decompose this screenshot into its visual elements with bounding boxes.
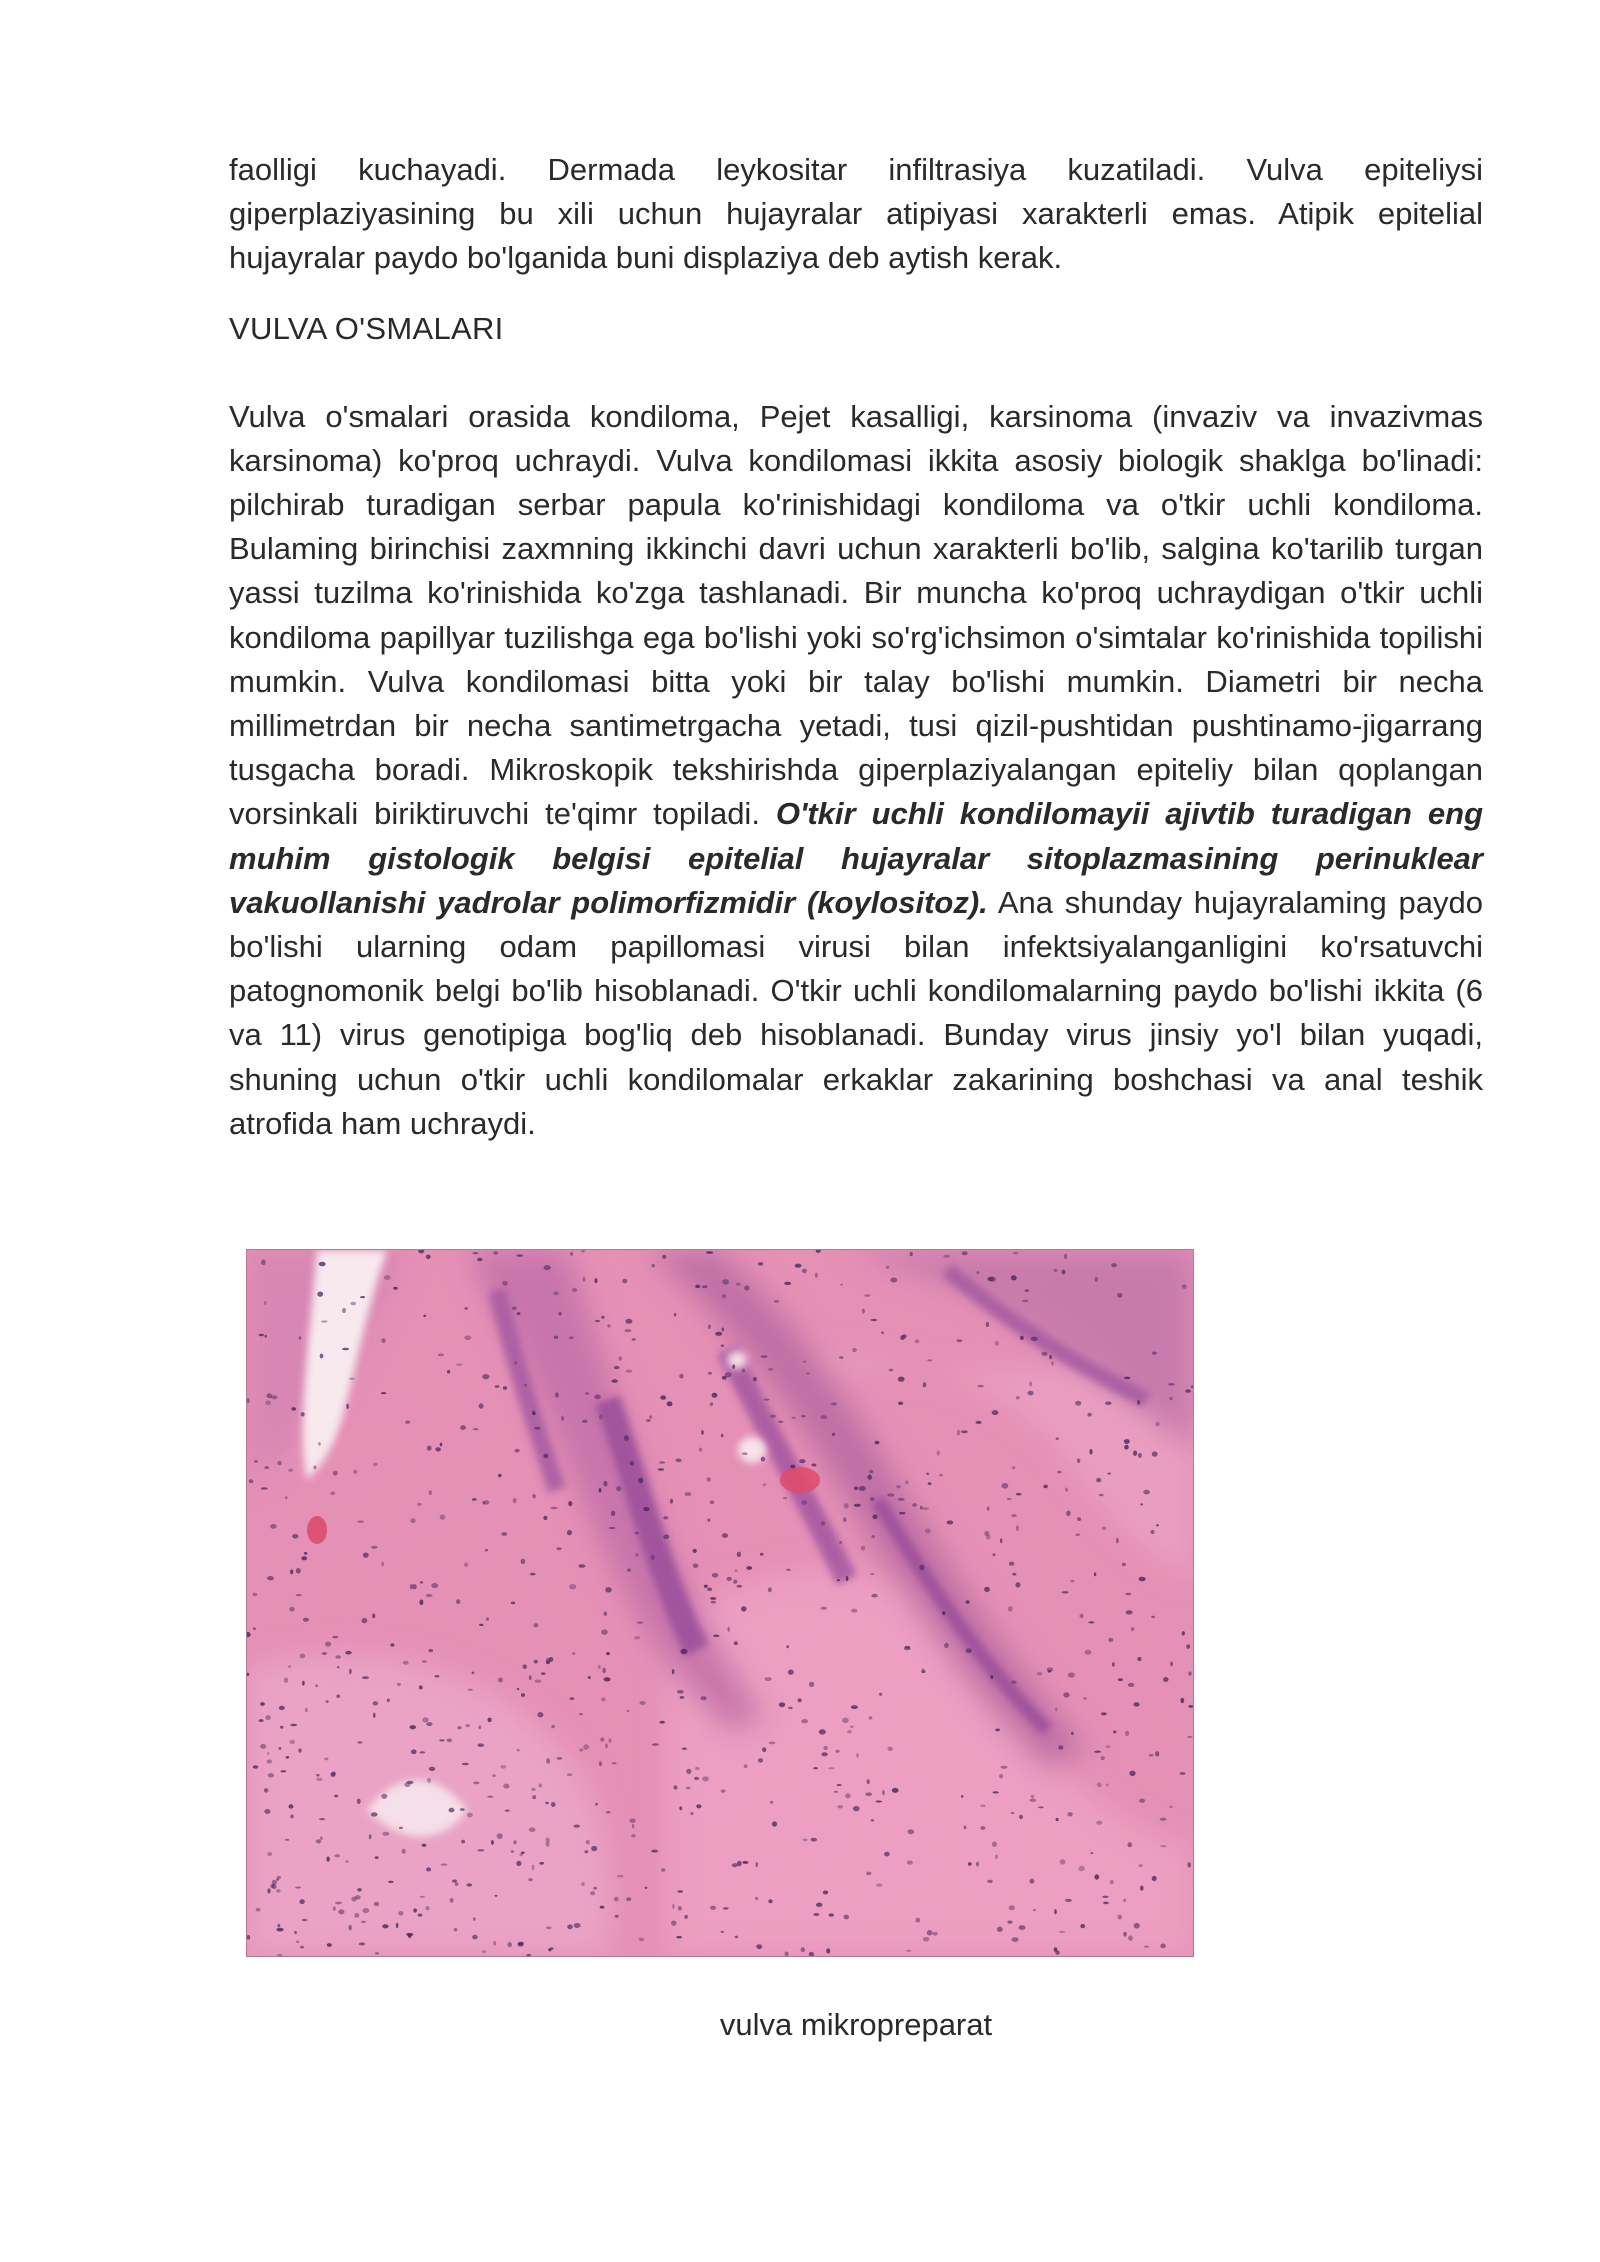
figure-caption: vulva mikropreparat — [719, 2007, 993, 2042]
paragraph-main — [229, 395, 1483, 1146]
paragraph-main-text-after: Ana shunday hujayralaming paydo bo'lishi ularning odam papillomasi virusi bilan infektsiyalanganligini ko'rsatuvchi patognomonik belgi bo'lib hisoblanadi. O'tkir uchli kondilomalarning paydo bo'lishi ikkita (6 va 11) virus genotipiga bog'liq deb hisoblanadi. Bunday virus jinsiy yo'l bilan yuqadi, shuning uchun o'tkir uchli kondilomalar erkaklar zakarining boshchasi va anal teshik atrofida ham uchraydi. — [229, 884, 1483, 1141]
paragraph-main-text-before: Vulva o'smalari orasida kondiloma, Pejet kasalligi, karsinoma (invaziv va invazivmas karsinoma) ko'proq uchraydi. Vulva kondilomasi ikkita asosiy biologik shaklga bo'linadi: pilchirab turadigan serbar papula ko'rinishidagi kondiloma va o'tkir uchli kondiloma. Bulaming birinchisi zaxmning ikkinchi davri uchun xarakterli bo'lib, salgina ko'tarilib turgan yassi tuzilma ko'rinishida ko'zga tashlanadi. Bir muncha ko'proq uchraydigan o'tkir uchli kondiloma papillyar tuzilishga ega bo'lishi yoki so'rg'ichsimon o'simtalar ko'rinishida topilishi mumkin. Vulva kondilomasi bitta yoki bir talay bo'lishi mumkin. Diametri bir necha millimetrdan bir necha santimetrgacha yetadi, tusi qizil-pushtidan pushtinamo-jigarrang tusgacha boradi. Mikroskopik tekshirishda giperplaziyalangan epiteliy bilan qoplangan vorsinkali biriktiruvchi te'qimr topiladi. — [229, 398, 1483, 832]
document-page — [229, 148, 1483, 1146]
paragraph-intro: faolligi kuchayadi. Dermada leykositar infiltrasiya kuzatiladi. Vulva epiteliysi giperplaziyasining bu xili uchun hujayralar atipiyasi xarakterli emas. Atipik epitelial hujayralar paydo bo'lganida buni displaziya deb aytish kerak. — [229, 152, 1483, 276]
micrograph-image — [247, 1250, 1193, 1956]
section-heading: VULVA O'SMALARI — [229, 310, 504, 346]
histology-micrograph — [246, 1249, 1194, 1957]
paragraph-main-bold-italic: O'tkir uchli kondilomayii ajivtib turadigan eng muhim gistologik belgisi epitelial hujayralar sitoplazmasining perinuklear vakuollanishi yadrolar polimorfizmidir (koylositoz). — [229, 796, 1483, 920]
